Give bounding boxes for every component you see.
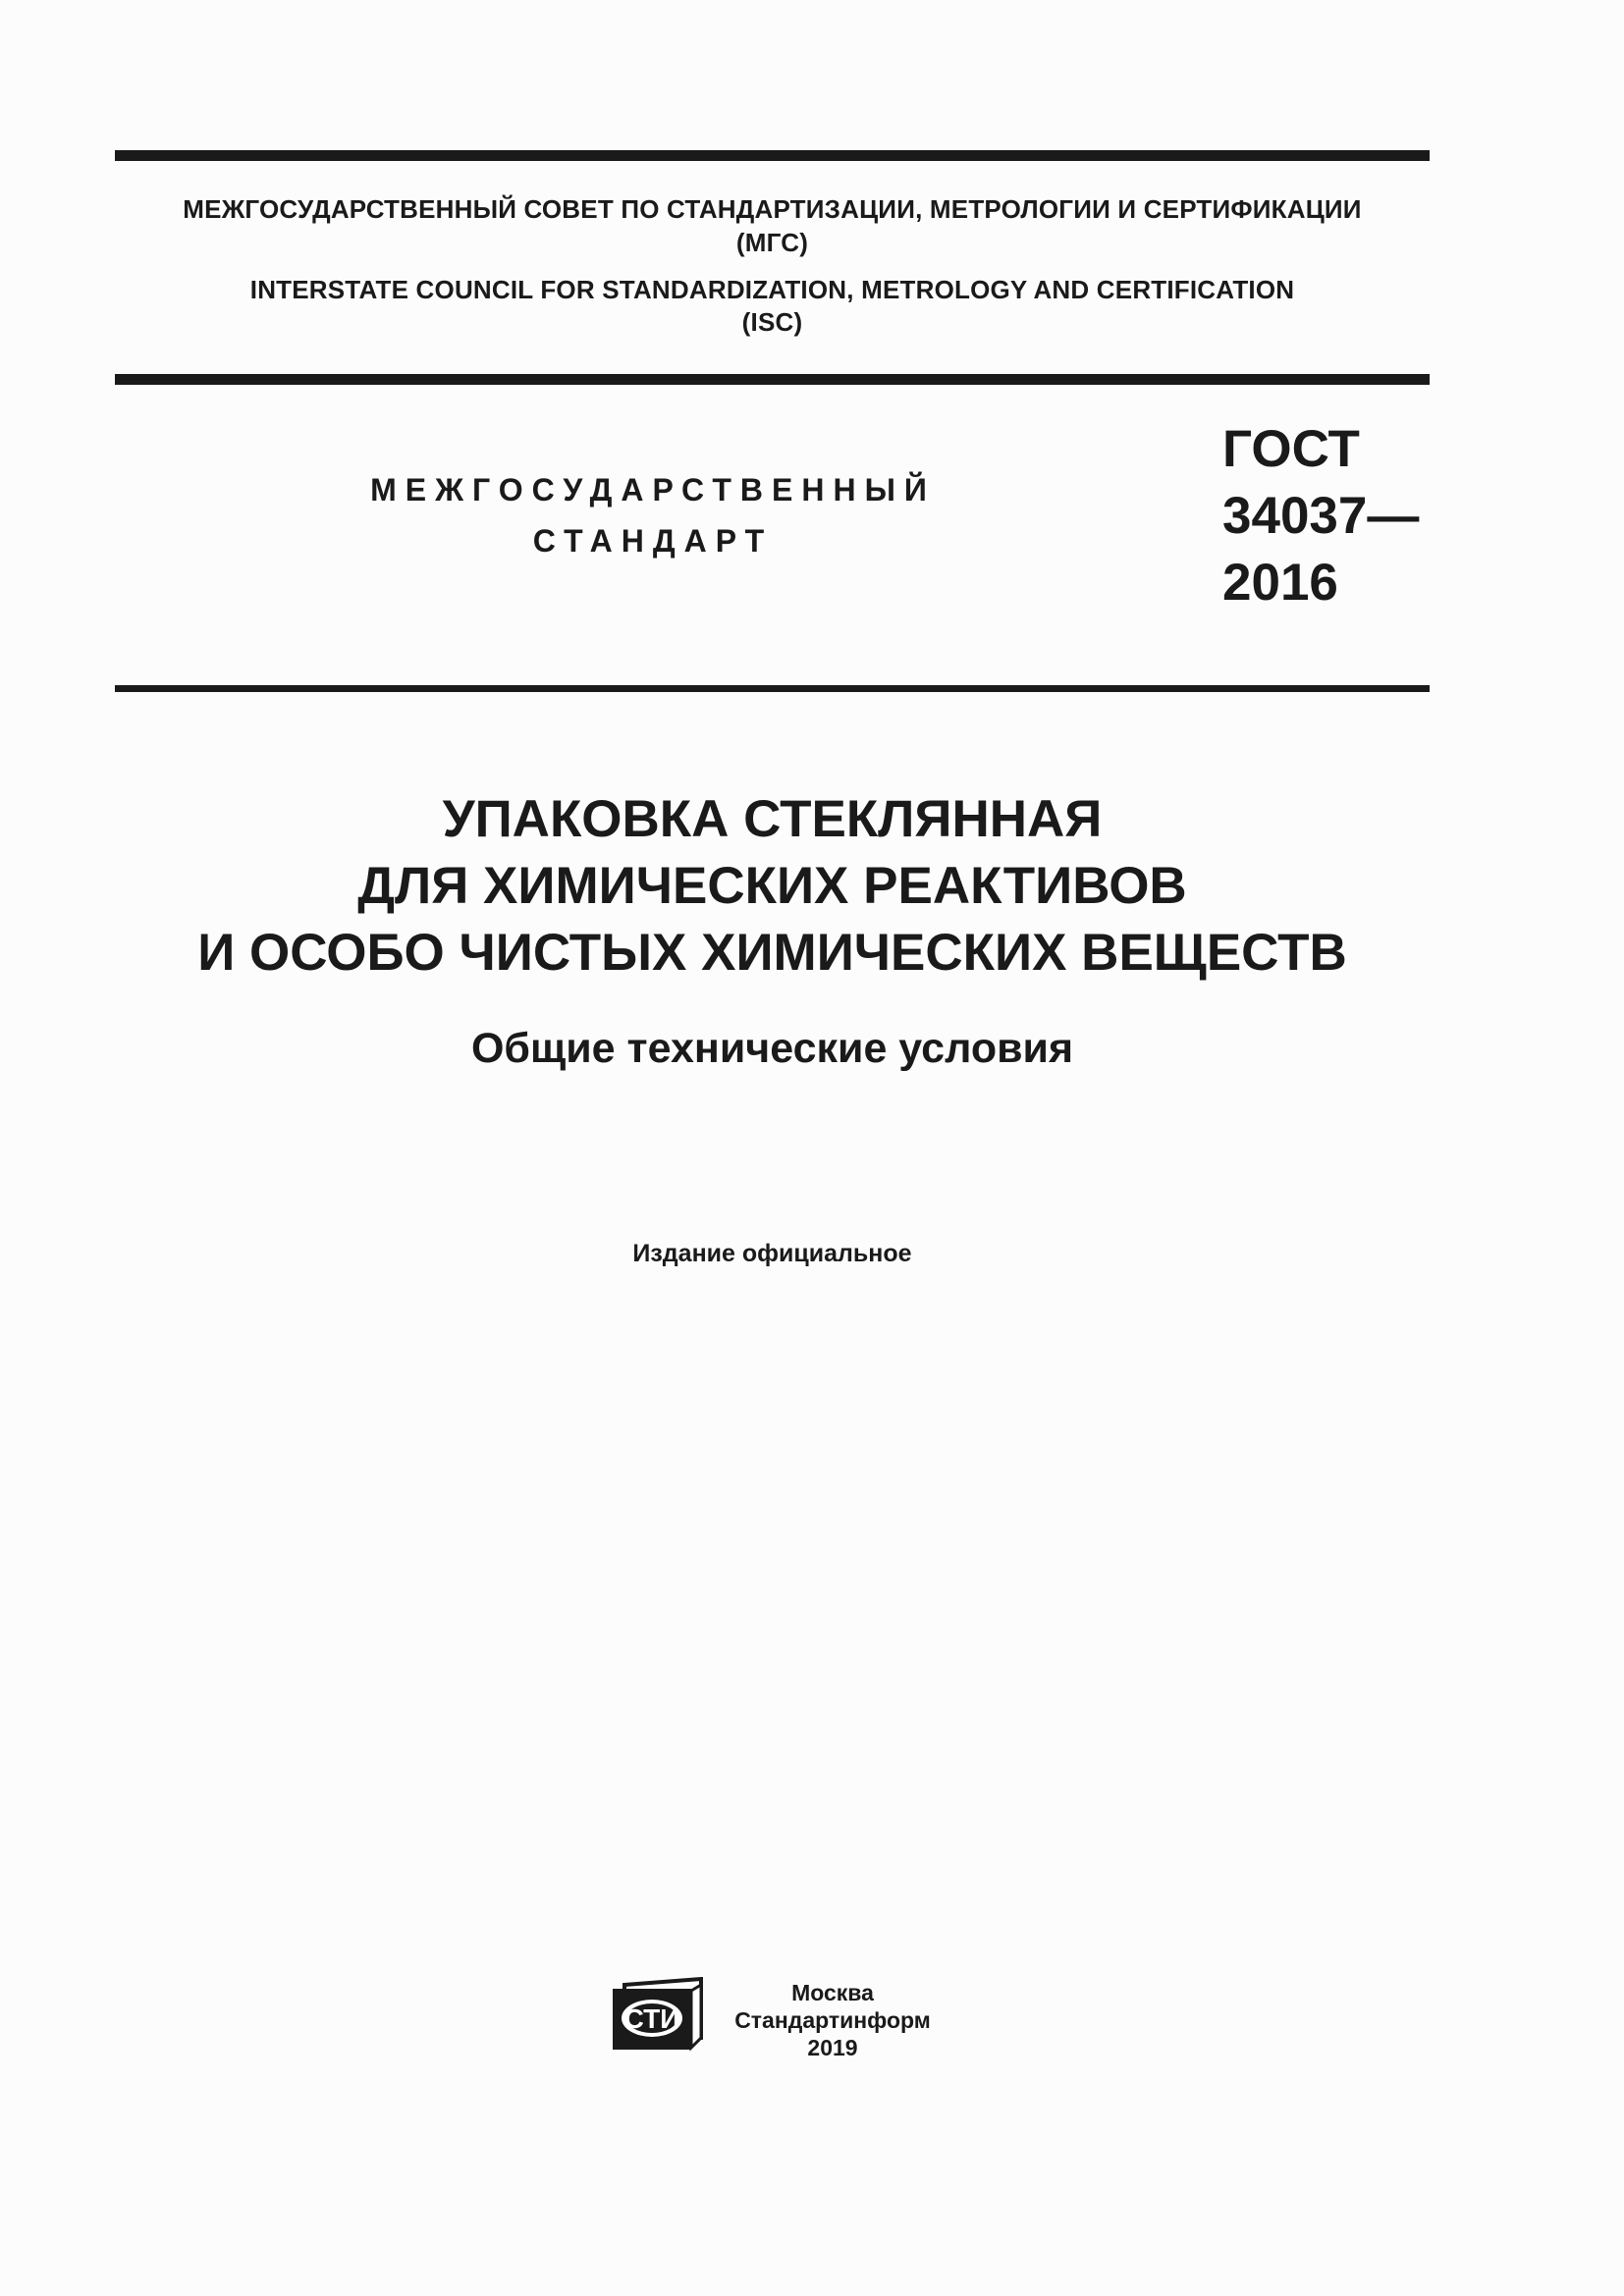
svg-text:СТИ: СТИ <box>623 2003 680 2034</box>
council-abbr-ru: (МГС) <box>735 228 809 257</box>
standard-type-line2: СТАНДАРТ <box>532 523 774 559</box>
gost-designation-line3: 2016 <box>1222 554 1338 612</box>
publication-year: 2019 <box>807 2035 858 2060</box>
standartinform-logo-icon <box>611 1977 705 2052</box>
publisher-city: Москва <box>791 1980 874 2005</box>
document-title-line3: И ОСОБО ЧИСТЫХ ХИМИЧЕСКИХ ВЕЩЕСТВ <box>197 924 1347 982</box>
gost-designation-line2: 34037— <box>1222 487 1420 545</box>
document-subtitle: Общие технические условия <box>470 1025 1074 1072</box>
top-divider <box>115 150 1430 161</box>
gost-designation-line1: ГОСТ <box>1222 420 1360 478</box>
document-title-line1: УПАКОВКА СТЕКЛЯННАЯ <box>442 790 1103 848</box>
standard-type-line1: МЕЖГОСУДАРСТВЕННЫЙ <box>370 472 936 507</box>
header-divider <box>115 374 1430 385</box>
publisher-name: Стандартинформ <box>734 2007 931 2033</box>
council-abbr-en: (ISC) <box>741 307 803 337</box>
document-title-line2: ДЛЯ ХИМИЧЕСКИХ РЕАКТИВОВ <box>357 857 1187 915</box>
standard-divider <box>115 685 1430 692</box>
council-name-en: INTERSTATE COUNCIL FOR STANDARDIZATION, METROLOGY AND CERTIFICATION <box>249 275 1295 304</box>
edition-note: Издание официальное <box>632 1240 912 1267</box>
council-name-ru: МЕЖГОСУДАРСТВЕННЫЙ СОВЕТ ПО СТАНДАРТИЗАЦИИ, МЕТРОЛОГИИ И СЕРТИФИКАЦИИ <box>183 194 1362 224</box>
